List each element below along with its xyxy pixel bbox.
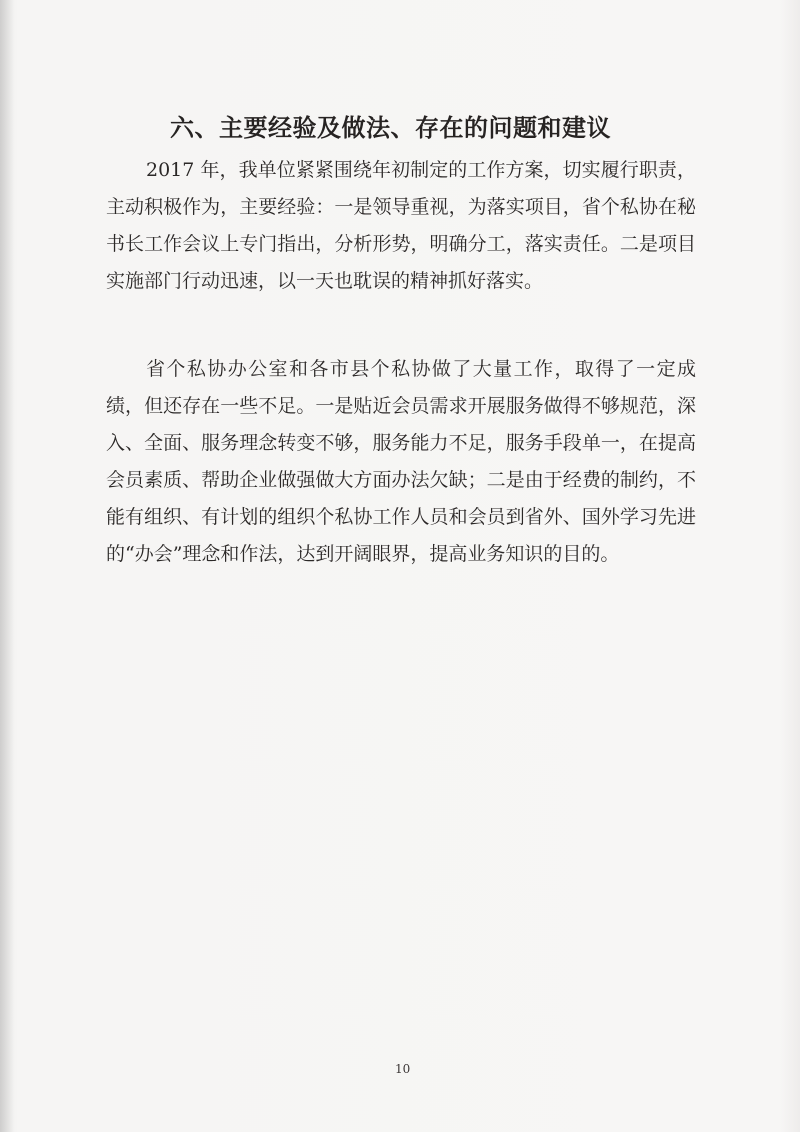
- paragraph-problems: 省个私协办公室和各市县个私协做了大量工作，取得了一定成绩，但还存在一些不足。一是贴近会员需求开展服务做得不够规范，深入、全面、服务理念转变不够，服务能力不足，服务手段单一，在提高会员素质、帮助企业做强做大方面办法欠缺；二是由于经费的制约，不能有组织、有计划的组织个私协工作人员和会员到省外、国外学习先进的“办会”理念和作法，达到开阔眼界，提高业务知识的目的。: [106, 358, 696, 565]
- paragraph-experience: 2017 年，我单位紧紧围绕年初制定的工作方案，切实履行职责，主动积极作为，主要经验：一是领导重视，为落实项目，省个私协在秘书长工作会议上专门指出，分析形势，明确分工，落实责任。二是项目实施部门行动迅速，以一天也耽误的精神抓好落实。: [106, 159, 696, 292]
- section-heading: 六、主要经验及做法、存在的问题和建议: [170, 113, 611, 142]
- page-edge-shadow: [0, 0, 14, 1132]
- page-number: 10: [395, 1062, 411, 1076]
